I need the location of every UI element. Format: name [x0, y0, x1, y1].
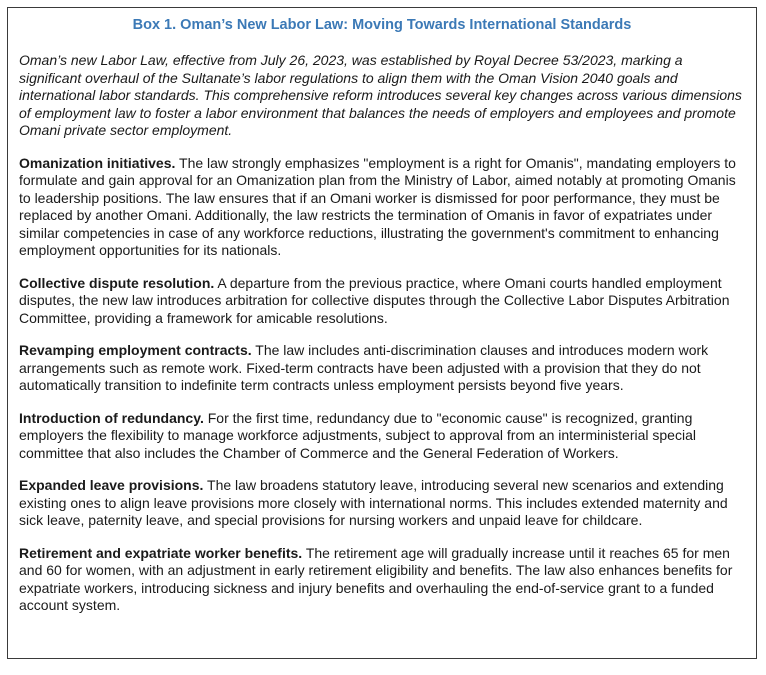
section-text: The law includes anti-discrimination clauses and introduces modern work arrangements such as remote work. Fixed-term contracts have been adjusted with a provision that they do not automatically transition to indefinite term contracts unless employment persists beyond five years. — [19, 342, 709, 393]
section-heading: Collective dispute resolution. — [19, 274, 215, 291]
section-heading: Retirement and expatriate worker benefits. — [19, 544, 303, 561]
section-text: The law broadens statutory leave, introducing several new scenarios and extending existing ones to align leave provisions more closely with international norms. This includes extended maternity and sick leave, paternity leave, and special provisions for nursing workers and unpaid leave for childcare. — [19, 477, 728, 528]
section-text: For the first time, redundancy due to "economic cause" is recognized, granting employers the flexibility to manage workforce adjustments, subject to approval from an interministerial special committee that also includes the Chamber of Commerce and the General Federation of Workers. — [19, 409, 696, 461]
section-employment-contracts — [19, 342, 745, 395]
section-heading: Introduction of redundancy. — [19, 409, 204, 426]
section-leave-provisions — [19, 477, 745, 530]
box-title: Box 1. Oman’s New Labor Law: Moving Towards International Standards — [132, 17, 632, 33]
section-text: A departure from the previous practice, where Omani courts handled employment disputes, the new law introduces arbitration for collective disputes through the Collective Labor Disputes Arbitration Committee, providing a framework for amicable resolutions. — [19, 274, 730, 326]
section-omanization — [19, 155, 745, 260]
section-retirement-benefits — [19, 545, 745, 615]
section-heading: Revamping employment contracts. — [19, 342, 252, 358]
section-heading: Expanded leave provisions. — [19, 477, 204, 493]
section-text: The law strongly emphasizes "employment is a right for Omanis", mandating employers to formulate and gain approval for an Omanization plan from the Ministry of Labor, aimed notably at promoting Omanis to leadership positions. The law ensures that if an Omani worker is dismissed for poor performance, they must be replaced by another Omani. Additionally, the law restricts the termination of Omanis in favor of expatriates under similar competencies in case of any workforce reductions, illustrating the government's commitment to enhancing employment opportunities for its nationals. — [19, 154, 736, 258]
section-redundancy — [19, 410, 745, 463]
section-text: The retirement age will gradually increase until it reaches 65 for men and 60 for women, with an adjustment in early retirement eligibility and benefits. The law also enhances benefits for expatriate workers, introducing sickness and injury benefits and overhauling the end-of-service grant to a funded account system. — [19, 544, 733, 613]
text-box — [7, 7, 757, 659]
intro-paragraph: Oman’s new Labor Law, effective from July 26, 2023, was established by Royal Decree 53/2023, marking a significant overhaul of the Sultanate’s labor regulations to align them with the Oman Vision 2040 goals and international labor standards. This comprehensive reform introduces several key changes across various dimensions of employment law to foster a labor environment that balances the needs of employers and employees and promote Omani private sector employment. — [19, 52, 742, 138]
section-collective-dispute — [19, 275, 745, 328]
section-heading: Omanization initiatives. — [19, 154, 176, 171]
